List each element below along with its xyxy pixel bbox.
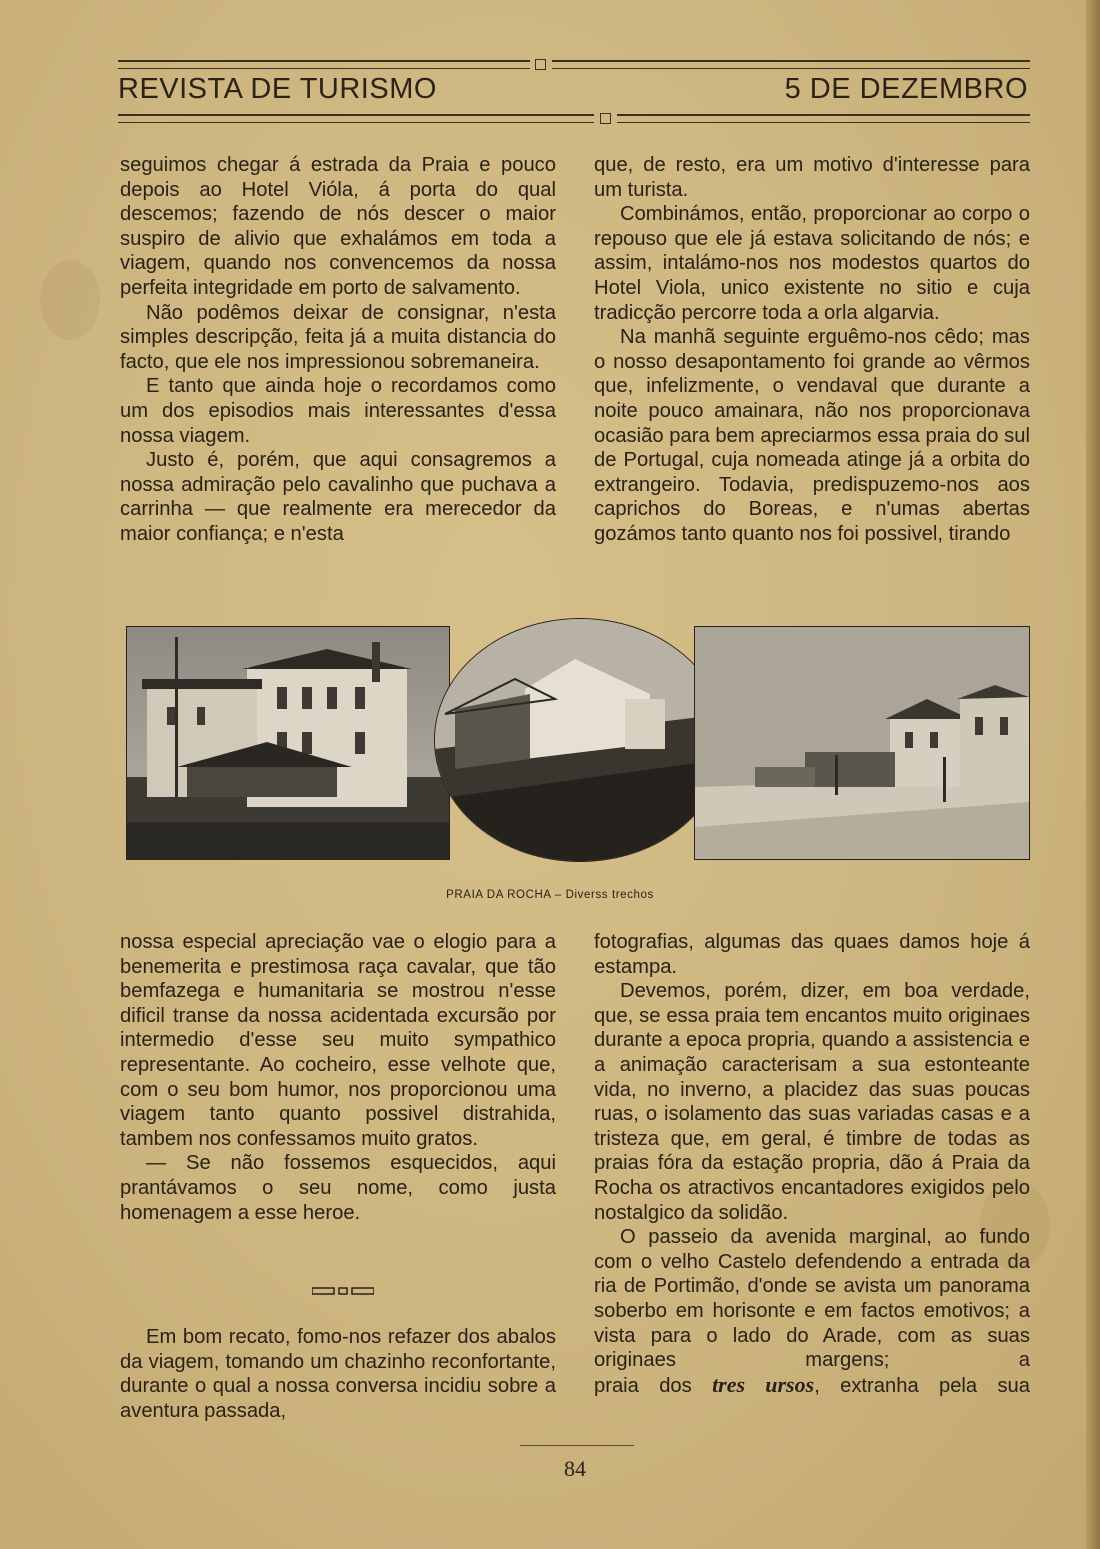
column-bottom-left-continued [120,1325,556,1423]
paragraph: E tanto que ainda hoje o recordamos como um dos episodios mais interessantes d'essa nossa viagem. [120,375,556,447]
footer-rule [520,1445,634,1446]
paragraph: Devemos, porém, dizer, em boa verdade, que, se essa praia tem encantos muito originaes durante a epoca propria, quando a assistencia e a animação caracterisam a sua estonteante vida, no inverno, a placidez das suas poucas ruas, o isolamento das suas variadas casas e a tristeza que, em geral, é timbre de todas as praias fóra da estação propria, dão á Praia da Rocha os atractivos encantadores exigidos pelo nostalgico da solidão. [594,980,1030,1224]
paper-stain [40,260,100,340]
column-top-left [120,153,556,547]
page-number: 84 [564,1456,586,1481]
section-divider-ornament [312,1286,374,1296]
magazine-title: REVISTA DE TURISMO [118,73,437,105]
page-edge [1086,0,1100,1549]
photo-composite [126,626,1030,860]
header-rule-top-left [118,60,530,69]
text: , extranha pela sua [814,1374,1031,1397]
paragraph: que, de resto, era um motivo d'interesse para um turista. [594,154,1030,201]
header-ornament-square [535,59,546,70]
photo-hotel-building [126,626,450,860]
paragraph: O passeio da avenida marginal, ao fundo com o velho Castelo defendendo a entrada da ria de Portimão, d'onde se avista um panorama soberbo em horisonte e em factos emotivos; a vista para o lado do Arade, com as suas originaes margens; a [594,1226,1030,1372]
paragraph: seguimos chegar á estrada da Praia e pouco depois ao Hotel Vióla, á porta do qual descemos; fazendo de nós descer o maior suspiro de alivio que exhalámos em toda a viagem, quando nos convencemos da nossa perfeita integridade em porto de salvamento. [120,154,556,299]
paragraph: Justo é, porém, que aqui consagremos a nossa admiração pelo cavalinho que puchava a carrinha — que realmente era merecedor da maior confiança; e n'esta [120,449,556,545]
paragraph: Não podêmos deixar de consignar, n'esta simples descripção, feita já a muita distancia do facto, que ele nos impressionou sobremaneira. [120,301,556,373]
header-rule-top-right [552,60,1030,69]
header-rule-bottom-left [118,114,594,123]
text: praia dos [594,1374,713,1397]
photo-caption: PRAIA DA ROCHA – Diverss trechos [446,889,654,901]
photo-oval-buildings [434,618,726,862]
paragraph-last-line [594,1373,1030,1399]
column-bottom-left [120,930,556,1225]
paragraph: Combinámos, então, proporcionar ao corpo o repouso que ele já estava solicitando de nós; e assim, intalámo-nos nos modestos quartos do Hotel Viola, unico existente no sitio e cuja tradicção percorre toda a orla algarvia. [594,203,1030,324]
column-bottom-right [594,930,1030,1398]
photo-avenue [694,626,1030,860]
paragraph: Em bom recato, fomo-nos refazer dos abalos da viagem, tomando um chazinho reconfortante, durante o qual a nossa conversa incidiu sobre a aventura passada, [120,1326,556,1422]
issue-date: 5 DE DEZEMBRO [784,73,1028,105]
header-ornament-square [600,113,611,124]
header-rule-bottom-right [617,114,1030,123]
paragraph: fotografias, algumas das quaes damos hoje á estampa. [594,931,1030,978]
italic-name: tres ursos [712,1371,815,1397]
paragraph: — Se não fossemos esquecidos, aqui prantávamos o seu nome, como justa homenagem a esse heroe. [120,1152,556,1224]
paragraph: Na manhã seguinte erguêmo-nos cêdo; mas o nosso desapontamento foi grande ao vêrmos que, infelizmente, o vendaval que durante a noite pouco amainara, não nos proporcionava ocasião para bem apreciarmos essa praia do sul de Portugal, cuja nomeada atinge já a orbita do extrangeiro. Todavia, predispuzemo-nos aos caprichos do Boreas, e n'umas abertas gozámos tanto quanto nos foi possivel, tirando [594,326,1030,545]
paragraph: nossa especial apreciação vae o elogio para a benemerita e prestimosa raça cavalar, que tão bemfazega e humanitaria se mostrou n'esse dificil transe da nossa acidentada excursão por intermedio d'esse seu muito sympathico representante. Ao cocheiro, esse velhote que, com o seu bom humor, nos proporcionou uma viagem tanto quanto possivel distrahida, tambem nos confessamos muito gratos. [120,931,556,1150]
column-top-right [594,153,1030,547]
